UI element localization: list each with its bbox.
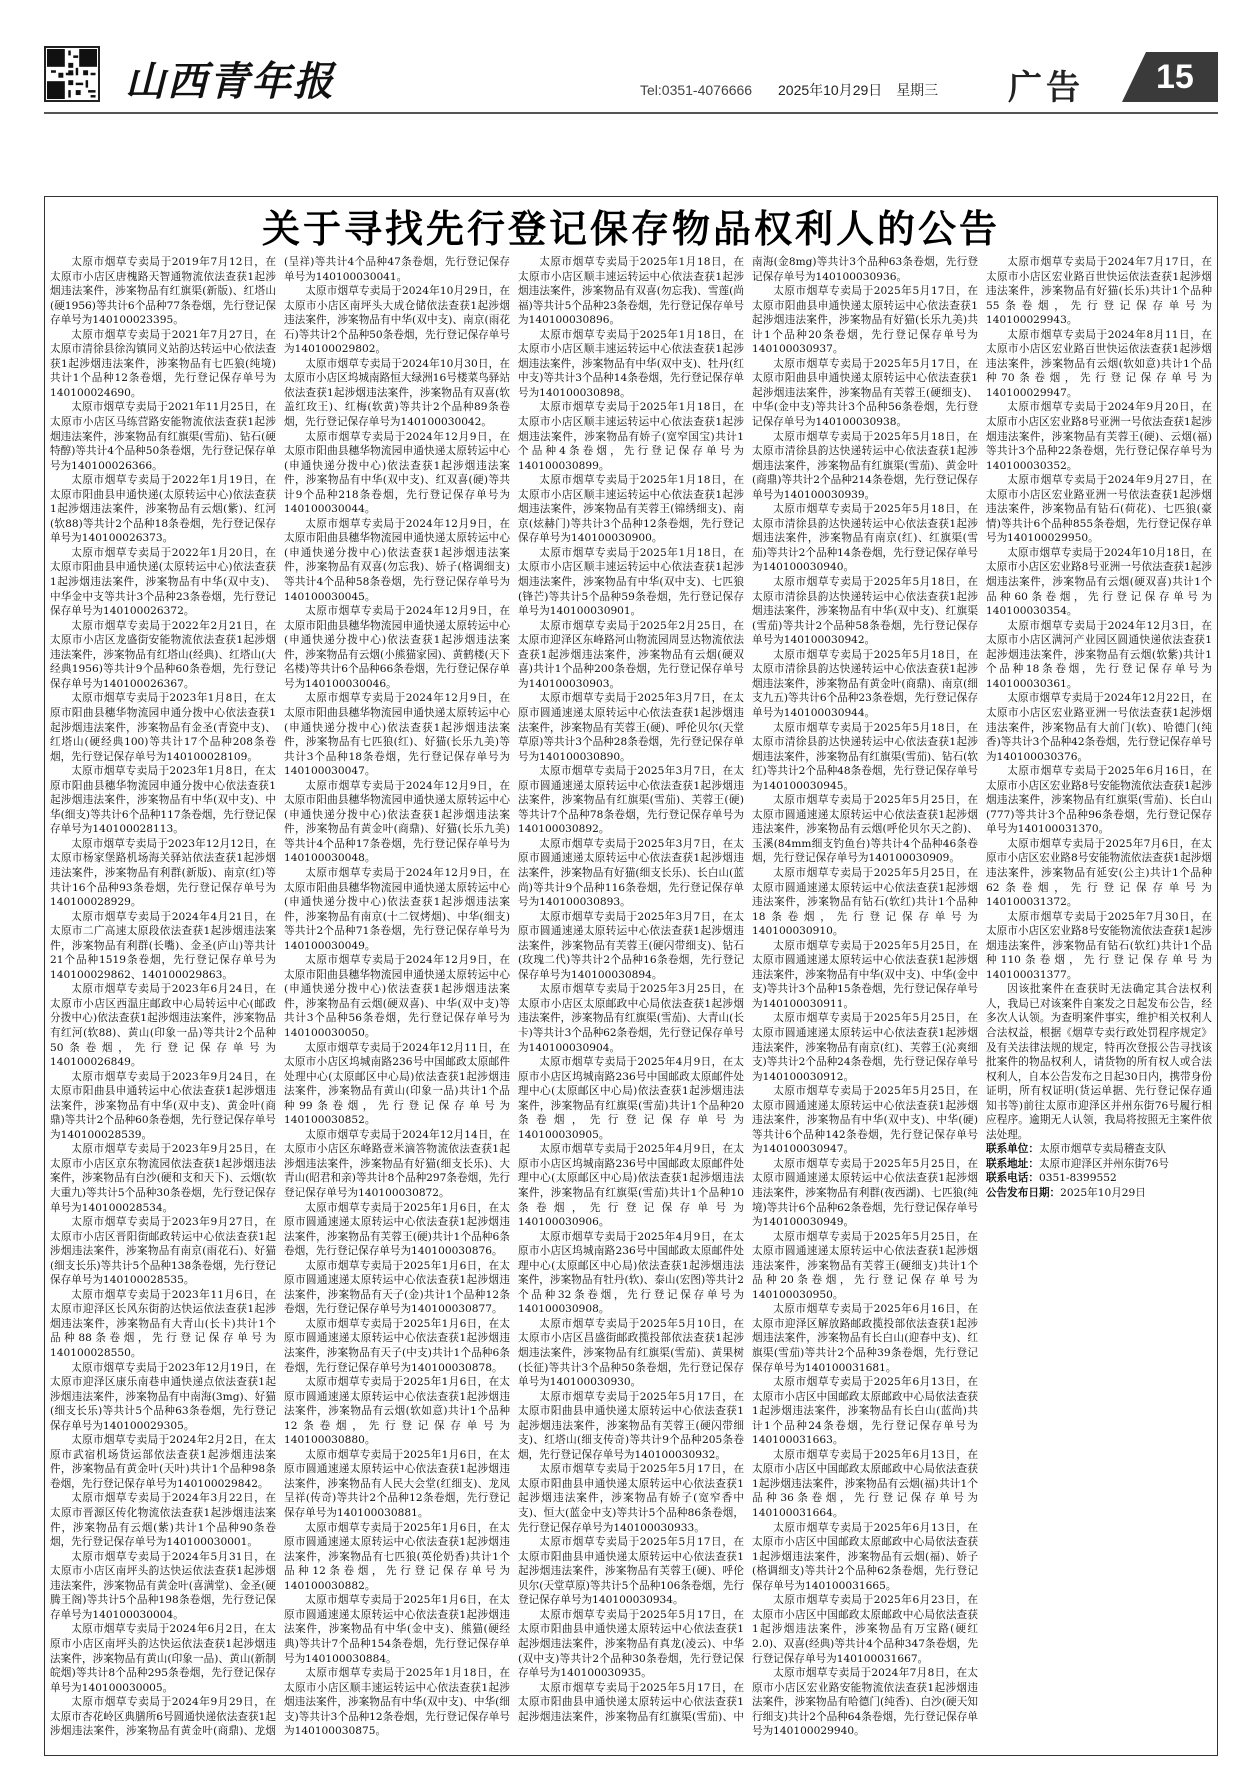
notice-paragraph: 太原市烟草专卖局于2025年6月13日，在太原市小店区中国邮政太原邮政中心局依法查获1起涉烟违法案件，涉案物品有云烟(福)共计1个品种36条卷烟，先行登记保存单号为140100031664。 xyxy=(752,1448,978,1520)
notice-paragraph: 太原市烟草专卖局于2025年1月18日，在太原市小店区顺丰速运转运中心依法查获1起涉烟违法案件，涉案物品有双喜(勿忘我)、雪莲(尚福)等共计5个品种23条卷烟，先行登记保存单号为140100030896。 xyxy=(518,256,744,327)
notice-paragraph: 太原市烟草专卖局于2021年11月25日，在太原市小店区马练营路安能物流依法查获1起涉烟违法案件，涉案物品有红旗渠(雪茄)、钻石(硬特醇)等共计4个品种50条卷烟，先行登记保存单号为140100026366。 xyxy=(50,401,276,472)
qr-code-icon xyxy=(44,46,100,102)
notice-paragraph: 太原市烟草专卖局于2025年7月30日，在太原市小店区宏业路8号安能物流依法查获1起涉烟违法案件，涉案物品有钻石(软红)共计1个品种110条卷烟，先行登记保存单号为140100031377。 xyxy=(986,910,1212,981)
notice-paragraph: 太原市烟草专卖局于2024年12月9日，在太原市阳曲县穗华物流园申通快递太原转运中心(申通快递分拨中心)依法查获1起涉烟违法案件，涉案物品有云烟(小熊猫家园)、黄鹤楼(天下名楼)等共计6个品种66条卷烟，先行登记保存单号为140100030046。 xyxy=(284,605,510,690)
notice-paragraph: 太原市烟草专卖局于2025年4月9日，在太原市小店区坞城南路236号中国邮政太原邮件处理中心(太原邮区中心局)依法查获1起涉烟违法案件，涉案物品有红旗渠(雪茄)共计1个品种20条卷烟，先行登记保存单号为140100030905。 xyxy=(518,1056,744,1141)
notice-paragraph: 太原市烟草专卖局于2025年1月6日，在太原市圆通速递太原转运中心依法查获1起涉烟违法案件，涉案物品有人民大会堂(红细支)、龙凤呈祥(传奇)等共计2个品种12条卷烟，先行登记保存单号为140100030881。 xyxy=(284,1448,510,1520)
page-number-badge xyxy=(1122,52,1218,102)
notice-paragraph: 太原市烟草专卖局于2024年12月9日，在太原市阳曲县穗华物流园申通快递太原转运中心(申通快递分拨中心)依法查获1起涉烟违法案件，涉案物品有七匹狼(红)、好猫(长乐九美)等共计3个品种18条卷烟，先行登记保存单号为140100030047。 xyxy=(284,692,510,778)
notice-paragraph: 太原市烟草专卖局于2023年11月6日，在太原市迎泽区长风东街韵达快运依法查获1起涉烟违法案件，涉案物品有大青山(长卡)共计1个品种88条卷烟，先行登记保存单号为140100028550。 xyxy=(50,1288,276,1360)
notice-paragraph: 太原市烟草专卖局于2022年2月21日，在太原市小店区龙盛街安能物流依法查获1起涉烟违法案件，涉案物品有红塔山(经典)、红塔山(大经典1956)等共计9个品种60条卷烟，先行登记保存单号为140100026367。 xyxy=(50,619,276,690)
notice-paragraph: 太原市烟草专卖局于2025年6月13日，在太原市小店区中国邮政太原邮政中心局依法查获1起涉烟违法案件，涉案物品有长白山(蓝尚)共计1个品种24条卷烟，先行登记保存单号为140100031663。 xyxy=(752,1376,978,1447)
notice-paragraph: 太原市烟草专卖局于2021年7月27日，在太原市清徐县徐沟镇同义站韵达转运中心依法查获1起涉烟违法案件，涉案物品有七匹狼(纯境)共计1个品种12条卷烟，先行登记保存单号为140100024690。 xyxy=(50,328,276,399)
newspaper-logo: 山西青年报 xyxy=(125,58,335,105)
notice-paragraph: 太原市烟草专卖局于2025年1月18日，在太原市小店区顺丰速运转运中心依法查获1起涉烟违法案件，涉案物品有中华(双中支)、牡丹(红中支)等共计3个品种14条卷烟，先行登记保存单号为140100030898。 xyxy=(518,328,744,399)
notice-paragraph: 太原市烟草专卖局于2025年5月18日，在太原市清徐县韵达快递转运中心依法查获1起涉烟违法案件，涉案物品有中华(双中支)、红旗渠(雪茄)等共计2个品种58条卷烟，先行登记保存单号为140100030942。 xyxy=(752,576,978,647)
notice-title: 关于寻找先行登记保存物品权利人的公告 xyxy=(261,207,1000,251)
notice-paragraph: 太原市烟草专卖局于2025年1月6日，在太原市圆通速递太原转运中心依法查获1起涉烟违法案件，涉案物品有芙蓉王(硬)共计1个品种6条卷烟，先行登记保存单号为140100030876。 xyxy=(284,1201,510,1258)
notice-paragraph: 太原市烟草专卖局于2025年1月6日，在太原市圆通速递太原转运中心依法查获1起涉烟违法案件，涉案物品有云烟(软如意)共计1个品种12条卷烟，先行登记保存单号为140100030880。 xyxy=(284,1376,510,1447)
contact-unit-label: 联系单位： xyxy=(986,1143,1039,1156)
notice-paragraph: 太原市烟草专卖局于2025年5月25日，在太原市圆通速递太原转运中心依法查获1起涉烟违法案件，涉案物品有南京(红)、芙蓉王(沁爽细支)等共计2个品种24条卷烟，先行登记保存单号为140100030912。 xyxy=(752,1012,978,1083)
notice-paragraph: 因该批案件在查获时无法确定其合法权利人，我局已对该案件自案发之日起发布公告，经多次人认领。为查明案件事实，维护相关权利人合法权益，根据《烟草专卖行政处罚程序规定》及有关法律法规的规定，特再次登报公告寻找该批案件的物品权利人，请货物的所有权人或合法权利人，自本公告发布之日起30日内，携带身份证明，所有权证明(货运单据、先行登记保存通知书等)前往太原市迎泽区并州东街76号履行相应程序。逾期无人认领，我局将按照无主案件依法处理。 xyxy=(986,983,1212,1141)
notice-paragraph: 太原市烟草专卖局于2025年5月25日，在太原市圆通速递太原转运中心依法查获1起涉烟违法案件，涉案物品有钻石(软红)共计1个品种18条卷烟，先行登记保存单号为140100030910。 xyxy=(752,866,978,938)
page-number: 15 xyxy=(1156,58,1194,96)
notice-paragraph: 太原市烟草专卖局于2025年1月18日，在太原市小店区顺丰速运转运中心依法查获1起涉烟违法案件，涉案物品有中华(双中支)、中华(细支)等共计3个品种12条卷烟，先行登记保存单号为140100030875。 xyxy=(284,1667,510,1738)
notice-paragraph: 太原市烟草专卖局于2025年3月7日，在太原市圆通速递太原转运中心依法查获1起涉烟违法案件，涉案物品有好猫(细支长乐)、长白山(蓝尚)等共计9个品种116条卷烟，先行登记保存单号为140100030893。 xyxy=(518,837,744,909)
notice-paragraph: 太原市烟草专卖局于2025年5月25日，在太原市圆通速递太原转运中心依法查获1起涉烟违法案件，涉案物品有中华(双中支)、中华(金中支)等共计3个品种15条卷烟，先行登记保存单号为140100030911。 xyxy=(752,939,978,1010)
notice-paragraph: 太原市烟草专卖局于2025年6月16日，在太原市小店区宏业路8号安能物流依法查获1起涉烟违法案件，涉案物品有红旗渠(雪茄)、长白山(777)等共计3个品种96条卷烟，先行登记保存单号为140100031370。 xyxy=(986,765,1212,836)
notice-paragraph: 太原市烟草专卖局于2024年7月17日，在太原市小店区宏业路百世快运依法查获1起涉烟违法案件，涉案物品有好猫(长乐)共计1个品种55条卷烟，先行登记保存单号为140100029943。 xyxy=(986,256,1212,327)
notice-paragraph: 太原市烟草专卖局于2025年5月10日，在太原市小店区昌盛街邮政揽投部依法查获1起涉烟违法案件，涉案物品有红旗渠(雪茄)、黄果树(长征)等共计3个品种50条卷烟，先行登记保存单号为140100030930。 xyxy=(518,1317,744,1389)
notice-paragraph: 太原市烟草专卖局于2025年5月17日，在太原市阳曲县申通快递太原转运中心依法查获1起涉烟违法案件，涉案物品有红旗渠(雪茄)、中南海(金8mg)等共计3个品种63条卷烟，先行登记保存单号为140100030936。 xyxy=(518,256,978,1723)
notice-paragraph: 太原市烟草专卖局于2023年9月27日，在太原市小店区晋阳街邮政转运中心依法查获1起涉烟违法案件，涉案物品有南京(雨花石)、好猫(细支长乐)等共计5个品种138条卷烟，先行登记保存单号为140100028535。 xyxy=(50,1216,276,1287)
notice-paragraph: 太原市烟草专卖局于2024年8月11日，在太原市小店区宏业路百世快运依法查获1起涉烟违法案件，涉案物品有云烟(软如意)共计1个品种70条卷烟，先行登记保存单号为140100029947。 xyxy=(986,328,1212,399)
publish-date-label: 公告发布日期： xyxy=(986,1187,1061,1199)
notice-paragraph: 太原市烟草专卖局于2025年5月17日，在太原市阳曲县申通快递太原转运中心依法查获1起涉烟违法案件，涉案物品有真龙(凌云)、中华(双中支)等共计2个品种30条卷烟，先行登记保存单号为140100030935。 xyxy=(518,1608,744,1680)
notice-paragraph: 太原市烟草专卖局于2025年5月25日，在太原市圆通速递太原转运中心依法查获1起涉烟违法案件，涉案物品有云烟(呼伦贝尔天之韵)、玉溪(84mm细支钓鱼台)等共计4个品种46条卷烟，先行登记保存单号为140100030909。 xyxy=(752,794,978,865)
notice-paragraph: 太原市烟草专卖局于2025年1月6日，在太原市圆通速递太原转运中心依法查获1起涉烟违法案件，涉案物品有天子(中支)共计1个品种6条卷烟，先行登记保存单号为140100030878。 xyxy=(284,1317,510,1374)
notice-paragraph: 太原市烟草专卖局于2025年5月17日，在太原市阳曲县申通快递太原转运中心依法查获1起涉烟违法案件，涉案物品有好猫(长乐九美)共计1个品种20条卷烟，先行登记保存单号为140100030937。 xyxy=(752,285,978,356)
notice-paragraph: 太原市烟草专卖局于2025年6月13日，在太原市小店区中国邮政太原邮政中心局依法查获1起涉烟违法案件，涉案物品有云烟(福)、娇子(格调细支)等共计2个品种62条卷烟，先行登记保存单号为140100031665。 xyxy=(752,1521,978,1592)
notice-paragraph: 太原市烟草专卖局于2025年6月16日，在太原市迎泽区解放路邮政揽投部依法查获1起涉烟违法案件，涉案物品有长白山(迎春中支)、红旗渠(雪茄)等共计2个品种39条卷烟，先行登记保存单号为140100031681。 xyxy=(752,1303,978,1374)
notice-paragraph: 太原市烟草专卖局于2025年5月17日，在太原市阳曲县申通快递太原转运中心依法查获1起涉烟违法案件，涉案物品有芙蓉王(硬)、呼伦贝尔(天堂草原)等共计5个品种106条卷烟，先行登记保存单号为140100030934。 xyxy=(518,1536,744,1607)
notice-paragraph: 太原市烟草专卖局于2025年3月7日，在太原市圆通速递太原转运中心依法查获1起涉烟违法案件，涉案物品有红旗渠(雪茄)、芙蓉王(硬)等共计7个品种78条卷烟，先行登记保存单号为140100030892。 xyxy=(518,765,744,836)
notice-paragraph: 太原市烟草专卖局于2024年12月9日，在太原市阳曲县穗华物流园申通快递太原转运中心(申通快递分拨中心)依法查获1起涉烟违法案件，涉案物品有双喜(勿忘我)、娇子(格调细支)等共计4个品种58条卷烟，先行登记保存单号为140100030045。 xyxy=(284,517,510,603)
notice-paragraph: 太原市烟草专卖局于2025年3月25日，在太原市小店区太原邮政中心局依法查获1起涉烟违法案件，涉案物品有红旗渠(雪茄)、大青山(长卡)等共计3个品种62条卷烟，先行登记保存单号为140100030904。 xyxy=(518,983,744,1054)
notice-paragraph: 太原市烟草专卖局于2025年5月25日，在太原市圆通速递太原转运中心依法查获1起涉烟违法案件，涉案物品有利群(夜西湖)、七匹狼(纯境)等共计6个品种62条卷烟，先行登记保存单号为140100030949。 xyxy=(752,1157,978,1229)
notice-paragraph: 太原市烟草专卖局于2019年7月12日，在太原市小店区唐槐路天智通物流依法查获1起涉烟违法案件，涉案物品有红旗渠(新版)、红塔山(硬1956)等共计6个品种77条卷烟，先行登记保存单号为140100023395。 xyxy=(50,256,276,327)
notice-paragraph: 太原市烟草专卖局于2023年1月8日，在太原市阳曲县穗华物流园申通分拨中心依法查获1起涉烟违法案件，涉案物品有金圣(青瓷中支)、红塔山(硬经典100)等共计17个品种208条卷烟，先行登记保存单号为140100028109。 xyxy=(50,692,276,763)
notice-paragraph: 太原市烟草专卖局于2024年12月9日，在太原市阳曲县穗华物流园申通快递太原转运中心(申通快递分拨中心)依法查获1起涉烟违法案件，涉案物品有云烟(硬双喜)、中华(双中支)等共计3个品种56条卷烟，先行登记保存单号为140100030050。 xyxy=(284,954,510,1039)
issue-date: 2025年10月29日 xyxy=(778,82,883,98)
notice-paragraph: 太原市烟草专卖局于2024年9月27日，在太原市小店区宏业路亚洲一号依法查获1起涉烟违法案件，涉案物品有钻石(荷花)、七匹狼(豪情)等共计6个品种855条卷烟，先行登记保存单号为140100029950。 xyxy=(986,474,1212,545)
publish-date xyxy=(986,1186,1212,1201)
notice-paragraph: 太原市烟草专卖局于2025年1月18日，在太原市小店区顺丰速运转运中心依法查获1起涉烟违法案件，涉案物品有中华(双中支)、七匹狼(锋芒)等共计5个品种59条卷烟，先行登记保存单号为140100030901。 xyxy=(518,546,744,618)
notice-paragraph: 太原市烟草专卖局于2024年4月21日，在太原市二广高速太原段依法查获1起涉烟违法案件，涉案物品有利群(长嘴)、金圣(庐山)等共计21个品种1519条卷烟，先行登记保存单号为140100029862、140100029863。 xyxy=(50,910,276,981)
notice-paragraph: 太原市烟草专卖局于2023年9月24日，在太原市阳曲县申通转运中心依法查获1起涉烟违法案件，涉案物品有中华(双中支)、黄金叶(商鼎)等共计2个品种60条卷烟，先行登记保存单号为140100028539。 xyxy=(50,1070,276,1141)
notice-paragraph: 太原市烟草专卖局于2025年5月25日，在太原市圆通速递太原转运中心依法查获1起涉烟违法案件，涉案物品有中华(双中支)、中华(硬)等共计6个品种142条卷烟，先行登记保存单号为140100030947。 xyxy=(752,1085,978,1156)
notice-body xyxy=(50,255,1212,1750)
notice-paragraph: 太原市烟草专卖局于2025年5月17日，在太原市阳曲县申通快递太原转运中心依法查获1起涉烟违法案件，涉案物品有芙蓉王(硬闪带细支)、红塔山(细支传奇)等共计9个品种205条卷烟，先行登记保存单号为140100030932。 xyxy=(518,1390,744,1461)
notice-paragraph: 太原市烟草专卖局于2025年5月18日，在太原市清徐县韵达快递转运中心依法查获1起涉烟违法案件，涉案物品有黄金叶(商鼎)、南京(细支九五)等共计6个品种23条卷烟，先行登记保存单号为140100030944。 xyxy=(752,648,978,719)
notice-paragraph: 太原市烟草专卖局于2025年5月18日，在太原市清徐县韵达快递转运中心依法查获1起涉烟违法案件，涉案物品有红旗渠(雪茄)、黄金叶(商鼎)等共计2个品种214条卷烟，先行登记保存单号为140100030939。 xyxy=(752,430,978,501)
contact-address xyxy=(986,1157,1212,1172)
notice-paragraph: 太原市烟草专卖局于2024年12月22日，在太原市小店区宏业路亚洲一号依法查获1起涉烟违法案件，涉案物品有大前门(软)、哈德门(纯香)等共计3个品种42条卷烟，先行登记保存单号为140100030376。 xyxy=(986,692,1212,763)
contact-phone-value: 0351-8399552 xyxy=(1038,1172,1117,1185)
issue-info xyxy=(640,80,938,100)
notice-paragraph: 太原市烟草专卖局于2024年10月30日，在太原市小店区坞城南路恒大绿洲16号楼菜鸟驿站依法查获1起涉烟违法案件，涉案物品有双喜(软盖红玫王)、红梅(软黄)等共计2个品种89条卷烟，先行登记保存单号为140100030042。 xyxy=(284,357,510,429)
issue-weekday: 星期三 xyxy=(896,82,939,98)
notice-paragraph: 太原市烟草专卖局于2025年5月25日，在太原市圆通速递太原转运中心依法查获1起涉烟违法案件，涉案物品有芙蓉王(硬细支)共计1个品种20条卷烟，先行登记保存单号为140100030950。 xyxy=(752,1230,978,1301)
notice-paragraph: 太原市烟草专卖局于2025年3月7日，在太原市圆通速递太原转运中心依法查获1起涉烟违法案件，涉案物品有芙蓉王(硬闪带细支)、钻石(玫瑰二代)等共计2个品种16条卷烟，先行登记保存单号为140100030894。 xyxy=(518,910,744,981)
notice-paragraph: 太原市烟草专卖局于2025年1月18日，在太原市小店区顺丰速运转运中心依法查获1起涉烟违法案件，涉案物品有芙蓉王(锦绣细支)、南京(炫赫门)等共计3个品种12条卷烟，先行登记保存单号为140100030900。 xyxy=(518,474,744,545)
notice-paragraph: 太原市烟草专卖局于2024年3月22日，在太原市晋源区传化物流依法查获1起涉烟违法案件，涉案物品有云烟(紫)共计1个品种90条卷烟，先行登记保存单号为140100030001。 xyxy=(50,1492,276,1549)
notice-paragraph: 太原市烟草专卖局于2025年1月6日，在太原市圆通速递太原转运中心依法查获1起涉烟违法案件，涉案物品有中华(金中支)、熊猫(硬经典)等共计7个品种154条卷烟，先行登记保存单号为140100030884。 xyxy=(284,1594,510,1665)
contact-address-label: 联系地址： xyxy=(986,1157,1039,1170)
notice-paragraph: 太原市烟草专卖局于2024年7月8日，在太原市小店区宏业路安能物流依法查获1起涉烟违法案件，涉案物品有哈德门(纯香)、白沙(硬天知行细支)共计2个品种64条卷烟，先行登记保存单号为140100029940。 xyxy=(752,1667,978,1738)
notice-paragraph: 太原市烟草专卖局于2024年12月9日，在太原市阳曲县穗华物流园申通快递太原转运中心(申通快递分拨中心)依法查获1起涉烟违法案件，涉案物品有南京(十二钗烤烟)、中华(细支)等共计2个品种71条卷烟，先行登记保存单号为140100030049。 xyxy=(284,866,510,952)
notice-paragraph: 太原市烟草专卖局于2022年1月20日，在太原市阳曲县申通快递(太原转运中心)依法查获1起涉烟违法案件，涉案物品有中华(双中支)、中华金中支等共计3个品种23条卷烟，先行登记保存单号为140100026372。 xyxy=(50,546,276,618)
notice-paragraph: 太原市烟草专卖局于2024年10月18日，在太原市小店区宏业路8号亚洲一号依法查获1起涉烟违法案件，涉案物品有云烟(硬双喜)共计1个品种60条卷烟，先行登记保存单号为140100030354。 xyxy=(986,546,1212,618)
notice-paragraph: 太原市烟草专卖局于2025年2月25日，在太原市迎泽区东峰路河山物流园周昱达物流依法查获1起涉烟违法案件，涉案物品有云烟(硬双喜)共计1个品种200条卷烟，先行登记保存单号为140100030903。 xyxy=(518,619,744,690)
notice-paragraph: 太原市烟草专卖局于2023年1月8日，在太原市阳曲县穗华物流园申通分拨中心依法查获1起涉烟违法案件，涉案物品有中华(双中支)、中华(细支)等共计6个品种117条卷烟，先行登记保存单号为140100028113。 xyxy=(50,765,276,836)
notice-paragraph: 太原市烟草专卖局于2023年9月25日，在太原市小店区京东物流园依法查获1起涉烟违法案件，涉案物品有白沙(硬和支和天下)、云烟(软大重九)等共计5个品种30条卷烟，先行登记保存单号为140100028534。 xyxy=(50,1143,276,1214)
masthead xyxy=(0,0,1242,120)
notice-paragraph: 太原市烟草专卖局于2025年4月9日，在太原市小店区坞城南路236号中国邮政太原邮件处理中心(太原邮区中心局)依法查获1起涉烟违法案件，涉案物品有红旗渠(雪茄)共计1个品种10条卷烟，先行登记保存单号为140100030906。 xyxy=(518,1143,744,1229)
notice-paragraph: 太原市烟草专卖局于2024年12月11日，在太原市小店区坞城南路236号中国邮政太原邮件处理中心(太原邮区中心局)依法查获1起涉烟违法案件，涉案物品有黄山(印象一品)共计1个品种99条卷烟，先行登记保存单号为140100030852。 xyxy=(284,1041,510,1127)
notice-paragraph: 太原市烟草专卖局于2025年3月7日，在太原市圆通速递太原转运中心依法查获1起涉烟违法案件，涉案物品有芙蓉王(硬)、呼伦贝尔(天堂草原)等共计3个品种28条卷烟，先行登记保存单号为140100030890。 xyxy=(518,692,744,763)
notice-paragraph: 太原市烟草专卖局于2024年10月29日，在太原市小店区南坪头大成仓储依法查获1起涉烟违法案件，涉案物品有中华(双中支)、南京(雨花石)等共计2个品种50条卷烟，先行登记保存单号为140100029802。 xyxy=(284,285,510,356)
contact-phone xyxy=(986,1171,1212,1186)
notice-paragraph: 太原市烟草专卖局于2024年6月2日，在太原市小店区南坪头韵达快运依法查获1起涉烟违法案件，涉案物品有黄山(印象一品)、黄山(新制皖烟)等共计8个品种295条卷烟，先行登记保存单号为140100030005。 xyxy=(50,1623,276,1694)
publish-date-value: 2025年10月29日 xyxy=(1060,1187,1146,1199)
notice-paragraph: 太原市烟草专卖局于2024年12月9日，在太原市阳曲县穗华物流园申通快递太原转运中心(申通快递分拨中心)依法查获1起涉烟违法案件，涉案物品有黄金叶(商鼎)、好猫(长乐九美)等共计4个品种17条卷烟，先行登记保存单号为140100030048。 xyxy=(284,779,510,865)
notice-paragraph: 太原市烟草专卖局于2025年5月18日，在太原市清徐县韵达快递转运中心依法查获1起涉烟违法案件，涉案物品有红旗渠(雪茄)、钻石(软红)等共计2个品种48条卷烟，先行登记保存单号为140100030945。 xyxy=(752,721,978,792)
notice-paragraph: 太原市烟草专卖局于2025年7月6日，在太原市小店区宏业路8号安能物流依法查获1起涉烟违法案件，涉案物品有延安(公主)共计1个品种62条卷烟，先行登记保存单号为140100031372。 xyxy=(986,837,1212,909)
masthead-tel: Tel:0351-4076666 xyxy=(640,82,753,98)
notice-paragraph: 太原市烟草专卖局于2024年5月31日，在太原市小店区南坪头韵达快运依法查获1起涉烟违法案件，涉案物品有黄金叶(喜满堂)、金圣(硬腾王阁)等共计5个品种198条卷烟，先行登记保存单号为140100030004。 xyxy=(50,1550,276,1621)
notice-paragraph: 太原市烟草专卖局于2025年6月23日，在太原市小店区中国邮政太原邮政中心局依法查获1起涉烟违法案件，涉案物品有万宝路(硬红2.0)、双喜(经典)等共计4个品种347条卷烟，先行登记保存单号为140100031667。 xyxy=(752,1594,978,1665)
notice-paragraph: 太原市烟草专卖局于2025年1月18日，在太原市小店区顺丰速运转运中心依法查获1起涉烟违法案件，涉案物品有娇子(宽窄国宝)共计1个品种4条卷烟，先行登记保存单号为140100030899。 xyxy=(518,401,744,472)
notice-paragraph: 太原市烟草专卖局于2024年9月29日，在太原市杏花岭区典膳所6号圆通快递依法查获1起涉烟违法案件，涉案物品有黄金叶(商鼎)、龙烟(呈祥)等共计4个品种47条卷烟，先行登记保存单号为140100030041。 xyxy=(50,256,510,1738)
notice-paragraph: 太原市烟草专卖局于2024年12月9日，在太原市阳曲县穗华物流园申通快递太原转运中心(申通快递分拨中心)依法查获1起涉烟违法案件，涉案物品有中华(双中支)、红双喜(硬)等共计9个品种218条卷烟，先行登记保存单号为140100030044。 xyxy=(284,430,510,516)
notice-paragraph: 太原市烟草专卖局于2023年12月19日，在太原市迎泽区康乐南巷申通快递点依法查获1起涉烟违法案件，涉案物品有中南海(3mg)、好猫(细支长乐)等共计5个品种63条卷烟，先行登记保存单号为140100029305。 xyxy=(50,1361,276,1432)
notice-paragraph: 太原市烟草专卖局于2025年5月17日，在太原市阳曲县申通快递太原转运中心依法查获1起涉烟违法案件，涉案物品有娇子(宽窄香中支)、恒大(蓝金中支)等共计5个品种86条卷烟，先行登记保存单号为140100030933。 xyxy=(518,1463,744,1534)
header-rule xyxy=(44,112,1218,114)
section-label: 广告 xyxy=(1008,68,1084,108)
notice-paragraph: 太原市烟草专卖局于2025年5月18日，在太原市清徐县韵达快递转运中心依法查获1起涉烟违法案件，涉案物品有南京(红)、红旗渠(雪茄)等共计2个品种14条卷烟，先行登记保存单号为140100030940。 xyxy=(752,503,978,574)
notice-paragraph: 太原市烟草专卖局于2022年1月19日，在太原市阳曲县申通快递(太原转运中心)依法查获1起涉烟违法案件，涉案物品有云烟(紫)、红河(软88)等共计2个品种18条卷烟，先行登记保存单号为140100026373。 xyxy=(50,474,276,545)
notice-paragraph: 太原市烟草专卖局于2024年2月2日，在太原市武宿机场货运部依法查获1起涉烟违法案件，涉案物品有黄金叶(天叶)共计1个品种98条卷烟，先行登记保存单号为140100029842。 xyxy=(50,1434,276,1490)
contact-address-value: 太原市迎泽区并州东街76号 xyxy=(1038,1157,1169,1170)
contact-unit xyxy=(986,1142,1212,1157)
notice-paragraph: 太原市烟草专卖局于2024年9月20日，在太原市小店区宏业路8号亚洲一号依法查获1起涉烟违法案件，涉案物品有芙蓉王(硬)、云烟(福)等共计3个品种22条卷烟，先行登记保存单号为140100030352。 xyxy=(986,401,1212,472)
notice-paragraph: 太原市烟草专卖局于2025年4月9日，在太原市小店区坞城南路236号中国邮政太原邮件处理中心(太原邮区中心局)依法查获1起涉烟违法案件，涉案物品有牡丹(软)、泰山(宏图)等共计2个品种32条卷烟，先行登记保存单号为140100030908。 xyxy=(518,1230,744,1316)
notice-paragraph: 太原市烟草专卖局于2023年12月12日，在太原市杨家堡路机场海关驿站依法查获1起涉烟违法案件，涉案物品有利群(新版)、南京(红)等共计16个品种93条卷烟，先行登记保存单号为140100028929。 xyxy=(50,837,276,909)
notice-paragraph: 太原市烟草专卖局于2025年1月6日，在太原市圆通速递太原转运中心依法查获1起涉烟违法案件，涉案物品有天子(金)共计1个品种12条卷烟，先行登记保存单号为140100030877。 xyxy=(284,1259,510,1316)
contact-unit-value: 太原市烟草专卖局稽查支队 xyxy=(1038,1143,1167,1156)
notice-paragraph: 太原市烟草专卖局于2025年5月17日，在太原市阳曲县申通快递太原转运中心依法查获1起涉烟违法案件，涉案物品有芙蓉王(硬细支)、中华(金中支)等共计3个品种56条卷烟，先行登记保存单号为140100030938。 xyxy=(752,357,978,429)
notice-paragraph: 太原市烟草专卖局于2023年6月24日，在太原市小店区西温庄邮政中心局转运中心(邮政分拨中心)依法查获1起涉烟违法案件，涉案物品有红河(软88)、黄山(印象一品)等共计2个品种50条卷烟，先行登记保存单号为140100026849。 xyxy=(50,983,276,1069)
notice-paragraph: 太原市烟草专卖局于2024年12月3日，在太原市小店区满河产业园区圆通快递依法查获1起涉烟违法案件，涉案物品有云烟(软紫)共计1个品种18条卷烟，先行登记保存单号为140100030361。 xyxy=(986,619,1212,690)
notice-paragraph: 太原市烟草专卖局于2024年12月14日，在太原市小店区东峰路壹米滴答物流依法查获1起涉烟违法案件，涉案物品有好猫(细支长乐)、大青山(昭君和亲)等共计8个品种297条卷烟，先行登记保存单号为140100030872。 xyxy=(284,1128,510,1199)
notice-paragraph: 太原市烟草专卖局于2025年1月6日，在太原市圆通速递太原转运中心依法查获1起涉烟违法案件，涉案物品有七匹狼(英伦奶香)共计1个品种12条卷烟，先行登记保存单号为140100030882。 xyxy=(284,1521,510,1592)
contact-phone-label: 联系电话： xyxy=(986,1172,1039,1185)
